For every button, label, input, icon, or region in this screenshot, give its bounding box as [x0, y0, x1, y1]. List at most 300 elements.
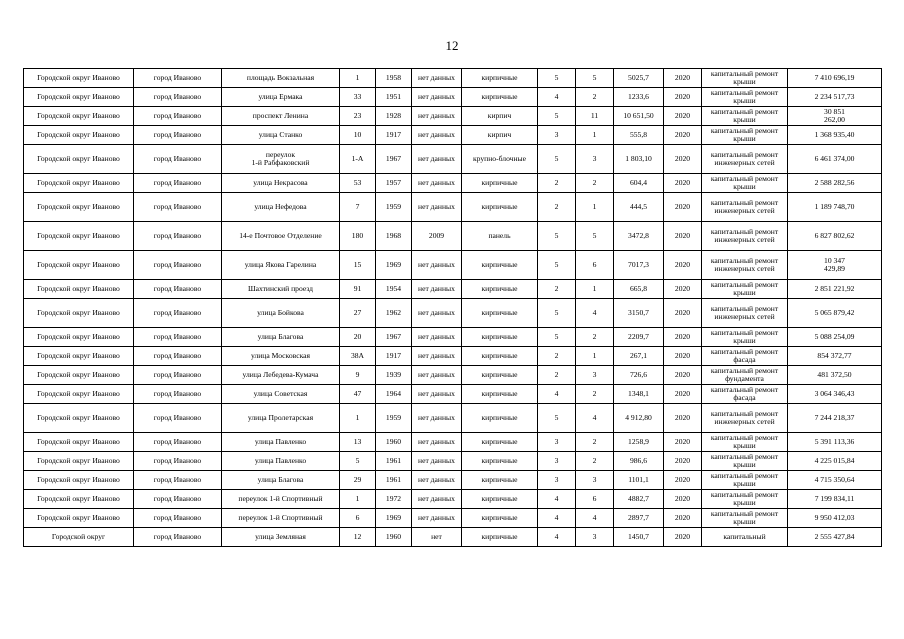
cell-entrances: 2: [576, 452, 614, 471]
cell-district: Городской округ Иваново: [24, 126, 134, 145]
cell-entrances: 3: [576, 145, 614, 174]
cell-cost: 6 827 802,62: [788, 222, 882, 251]
cell-area: 2897,7: [614, 509, 664, 528]
cell-city: город Иваново: [134, 366, 222, 385]
cell-wall-material: кирпичные: [462, 404, 538, 433]
cell-entrances: 4: [576, 299, 614, 328]
table-row: [24, 145, 882, 174]
cell-year-built: 1964: [376, 385, 412, 404]
cell-entrances: 3: [576, 366, 614, 385]
cell-floors: 4: [538, 385, 576, 404]
cell-cost: 1 189 748,70: [788, 193, 882, 222]
cell-district: Городской округ Иваново: [24, 490, 134, 509]
cell-city: город Иваново: [134, 145, 222, 174]
cell-address: переулок 1-й Спортивный: [222, 509, 340, 528]
table-row: [24, 126, 882, 145]
cell-entrances: 2: [576, 433, 614, 452]
cell-city: город Иваново: [134, 126, 222, 145]
cell-year-built: 1954: [376, 280, 412, 299]
cell-year-built: 1959: [376, 404, 412, 433]
cell-city: город Иваново: [134, 251, 222, 280]
cell-address: улица Некрасова: [222, 174, 340, 193]
cell-cost: 7 244 218,37: [788, 404, 882, 433]
cell-area: 10 651,50: [614, 107, 664, 126]
cell-floors: 5: [538, 69, 576, 88]
cell-area: 4882,7: [614, 490, 664, 509]
cell-area: 1233,6: [614, 88, 664, 107]
cell-area: 1 803,10: [614, 145, 664, 174]
cell-wall-material: кирпичные: [462, 366, 538, 385]
cell-floors: 4: [538, 490, 576, 509]
cell-work-type: капитальный ремонт крыши: [702, 126, 788, 145]
cell-cost: 5 065 879,42: [788, 299, 882, 328]
cell-house-number: 5: [340, 452, 376, 471]
cell-wall-material: кирпичные: [462, 328, 538, 347]
cell-last-overhaul: нет данных: [412, 280, 462, 299]
cell-last-overhaul: нет данных: [412, 385, 462, 404]
cell-area: 604,4: [614, 174, 664, 193]
cell-year-built: 1959: [376, 193, 412, 222]
cell-last-overhaul: нет: [412, 528, 462, 547]
cell-entrances: 6: [576, 490, 614, 509]
cell-entrances: 3: [576, 471, 614, 490]
cell-cost: 5 391 113,36: [788, 433, 882, 452]
cell-house-number: 27: [340, 299, 376, 328]
table-row: [24, 509, 882, 528]
cell-repair-year: 2020: [664, 145, 702, 174]
cell-area: 665,8: [614, 280, 664, 299]
cell-cost: 2 851 221,92: [788, 280, 882, 299]
cell-floors: 3: [538, 471, 576, 490]
cell-district: Городской округ Иваново: [24, 299, 134, 328]
cell-address: переулок 1-й Спортивный: [222, 490, 340, 509]
cell-last-overhaul: нет данных: [412, 471, 462, 490]
cell-district: Городской округ Иваново: [24, 471, 134, 490]
cell-district: Городской округ Иваново: [24, 88, 134, 107]
table-row: [24, 69, 882, 88]
cell-last-overhaul: нет данных: [412, 107, 462, 126]
cell-district: Городской округ Иваново: [24, 433, 134, 452]
cell-district: Городской округ Иваново: [24, 328, 134, 347]
cell-address: улица Нефедова: [222, 193, 340, 222]
cell-year-built: 1957: [376, 174, 412, 193]
cell-work-type: капитальный ремонт крыши: [702, 328, 788, 347]
cell-wall-material: кирпичные: [462, 174, 538, 193]
cell-entrances: 11: [576, 107, 614, 126]
table-row: [24, 385, 882, 404]
cell-entrances: 1: [576, 193, 614, 222]
table-row: [24, 299, 882, 328]
cell-area: 7017,3: [614, 251, 664, 280]
cell-year-built: 1961: [376, 471, 412, 490]
cell-city: город Иваново: [134, 69, 222, 88]
cell-last-overhaul: нет данных: [412, 490, 462, 509]
cell-house-number: 33: [340, 88, 376, 107]
cell-wall-material: кирпичные: [462, 299, 538, 328]
cell-repair-year: 2020: [664, 69, 702, 88]
cell-area: 726,6: [614, 366, 664, 385]
cell-last-overhaul: нет данных: [412, 452, 462, 471]
cell-year-built: 1969: [376, 509, 412, 528]
cell-year-built: 1960: [376, 528, 412, 547]
cell-last-overhaul: нет данных: [412, 299, 462, 328]
cell-work-type: капитальный ремонт фасада: [702, 385, 788, 404]
cell-district: Городской округ: [24, 528, 134, 547]
cell-entrances: 1: [576, 347, 614, 366]
table-row: [24, 433, 882, 452]
cell-entrances: 3: [576, 528, 614, 547]
cell-address: 14-е Почтовое Отделение: [222, 222, 340, 251]
cell-cost: 854 372,77: [788, 347, 882, 366]
cell-city: город Иваново: [134, 222, 222, 251]
cell-entrances: 5: [576, 222, 614, 251]
cell-cost: 30 851 262,00: [788, 107, 882, 126]
cell-address: переулок 1-й Рабфаковский: [222, 145, 340, 174]
cell-floors: 2: [538, 280, 576, 299]
cell-work-type: капитальный ремонт инженерных сетей: [702, 299, 788, 328]
cell-floors: 5: [538, 404, 576, 433]
cell-address: улица Бойкова: [222, 299, 340, 328]
cell-city: город Иваново: [134, 528, 222, 547]
cell-house-number: 13: [340, 433, 376, 452]
housing-repair-table: [23, 68, 882, 547]
cell-city: город Иваново: [134, 193, 222, 222]
cell-repair-year: 2020: [664, 280, 702, 299]
cell-wall-material: кирпичные: [462, 490, 538, 509]
cell-address: улица Советская: [222, 385, 340, 404]
cell-work-type: капитальный ремонт крыши: [702, 69, 788, 88]
cell-house-number: 7: [340, 193, 376, 222]
cell-area: 4 912,80: [614, 404, 664, 433]
cell-area: 267,1: [614, 347, 664, 366]
cell-area: 1101,1: [614, 471, 664, 490]
cell-year-built: 1958: [376, 69, 412, 88]
cell-cost: 9 950 412,03: [788, 509, 882, 528]
cell-wall-material: кирпичные: [462, 251, 538, 280]
table-row: [24, 328, 882, 347]
cell-repair-year: 2020: [664, 490, 702, 509]
cell-work-type: капитальный ремонт крыши: [702, 280, 788, 299]
cell-address: улица Пролетарская: [222, 404, 340, 433]
cell-area: 986,6: [614, 452, 664, 471]
cell-work-type: капитальный ремонт крыши: [702, 490, 788, 509]
cell-wall-material: кирпич: [462, 107, 538, 126]
cell-last-overhaul: нет данных: [412, 328, 462, 347]
cell-wall-material: кирпичные: [462, 347, 538, 366]
cell-house-number: 180: [340, 222, 376, 251]
cell-floors: 5: [538, 145, 576, 174]
table-row: [24, 107, 882, 126]
cell-cost: 4 715 350,64: [788, 471, 882, 490]
cell-district: Городской округ Иваново: [24, 509, 134, 528]
cell-last-overhaul: нет данных: [412, 126, 462, 145]
cell-work-type: капитальный ремонт фундамента: [702, 366, 788, 385]
cell-last-overhaul: нет данных: [412, 509, 462, 528]
cell-cost: 2 555 427,84: [788, 528, 882, 547]
cell-area: 1348,1: [614, 385, 664, 404]
cell-work-type: капитальный ремонт крыши: [702, 433, 788, 452]
cell-repair-year: 2020: [664, 366, 702, 385]
cell-year-built: 1962: [376, 299, 412, 328]
cell-wall-material: крупно-блочные: [462, 145, 538, 174]
cell-wall-material: кирпичные: [462, 193, 538, 222]
table-row: [24, 88, 882, 107]
cell-wall-material: кирпичные: [462, 452, 538, 471]
cell-work-type: капитальный ремонт крыши: [702, 471, 788, 490]
cell-area: 1258,9: [614, 433, 664, 452]
cell-repair-year: 2020: [664, 385, 702, 404]
cell-year-built: 1917: [376, 126, 412, 145]
cell-cost: 2 234 517,73: [788, 88, 882, 107]
cell-year-built: 1972: [376, 490, 412, 509]
cell-wall-material: панель: [462, 222, 538, 251]
cell-area: 3150,7: [614, 299, 664, 328]
table-row: [24, 528, 882, 547]
cell-work-type: капитальный: [702, 528, 788, 547]
cell-repair-year: 2020: [664, 126, 702, 145]
cell-year-built: 1967: [376, 145, 412, 174]
cell-wall-material: кирпичные: [462, 509, 538, 528]
cell-entrances: 2: [576, 328, 614, 347]
cell-house-number: 10: [340, 126, 376, 145]
cell-cost: 7 410 696,19: [788, 69, 882, 88]
cell-city: город Иваново: [134, 385, 222, 404]
cell-repair-year: 2020: [664, 174, 702, 193]
cell-floors: 2: [538, 174, 576, 193]
cell-entrances: 2: [576, 385, 614, 404]
cell-city: город Иваново: [134, 433, 222, 452]
cell-cost: 7 199 834,11: [788, 490, 882, 509]
cell-house-number: 12: [340, 528, 376, 547]
cell-work-type: капитальный ремонт инженерных сетей: [702, 222, 788, 251]
cell-house-number: 1: [340, 69, 376, 88]
cell-floors: 3: [538, 452, 576, 471]
cell-city: город Иваново: [134, 328, 222, 347]
cell-year-built: 1928: [376, 107, 412, 126]
cell-wall-material: кирпичные: [462, 471, 538, 490]
cell-city: город Иваново: [134, 347, 222, 366]
cell-area: 3472,8: [614, 222, 664, 251]
table-row: [24, 490, 882, 509]
cell-city: город Иваново: [134, 404, 222, 433]
cell-floors: 2: [538, 347, 576, 366]
cell-last-overhaul: нет данных: [412, 174, 462, 193]
cell-district: Городской округ Иваново: [24, 251, 134, 280]
cell-last-overhaul: нет данных: [412, 145, 462, 174]
cell-house-number: 20: [340, 328, 376, 347]
cell-wall-material: кирпичные: [462, 528, 538, 547]
cell-cost: 3 064 346,43: [788, 385, 882, 404]
cell-year-built: 1968: [376, 222, 412, 251]
cell-repair-year: 2020: [664, 528, 702, 547]
cell-city: город Иваново: [134, 490, 222, 509]
cell-house-number: 1-А: [340, 145, 376, 174]
cell-house-number: 15: [340, 251, 376, 280]
cell-district: Городской округ Иваново: [24, 347, 134, 366]
cell-house-number: 6: [340, 509, 376, 528]
cell-entrances: 6: [576, 251, 614, 280]
table-row: [24, 471, 882, 490]
cell-area: 5025,7: [614, 69, 664, 88]
cell-repair-year: 2020: [664, 347, 702, 366]
cell-year-built: 1951: [376, 88, 412, 107]
cell-address: улица Станко: [222, 126, 340, 145]
cell-house-number: 53: [340, 174, 376, 193]
cell-cost: 4 225 015,84: [788, 452, 882, 471]
cell-wall-material: кирпичные: [462, 280, 538, 299]
cell-year-built: 1917: [376, 347, 412, 366]
cell-year-built: 1960: [376, 433, 412, 452]
cell-floors: 5: [538, 251, 576, 280]
cell-floors: 3: [538, 126, 576, 145]
table-row: [24, 280, 882, 299]
cell-district: Городской округ Иваново: [24, 385, 134, 404]
cell-address: улица Лебедева-Кумача: [222, 366, 340, 385]
cell-repair-year: 2020: [664, 433, 702, 452]
cell-repair-year: 2020: [664, 509, 702, 528]
table-body: [24, 69, 882, 547]
cell-wall-material: кирпич: [462, 126, 538, 145]
cell-address: улица Московская: [222, 347, 340, 366]
table-row: [24, 452, 882, 471]
cell-year-built: 1967: [376, 328, 412, 347]
cell-entrances: 1: [576, 126, 614, 145]
cell-last-overhaul: нет данных: [412, 366, 462, 385]
cell-year-built: 1961: [376, 452, 412, 471]
cell-house-number: 47: [340, 385, 376, 404]
cell-last-overhaul: нет данных: [412, 404, 462, 433]
table-row: [24, 404, 882, 433]
cell-entrances: 4: [576, 509, 614, 528]
cell-year-built: 1939: [376, 366, 412, 385]
cell-district: Городской округ Иваново: [24, 280, 134, 299]
cell-address: улица Павленко: [222, 433, 340, 452]
cell-work-type: капитальный ремонт крыши: [702, 88, 788, 107]
cell-city: город Иваново: [134, 509, 222, 528]
cell-address: улица Якова Гарелина: [222, 251, 340, 280]
cell-entrances: 1: [576, 280, 614, 299]
cell-work-type: капитальный ремонт крыши: [702, 174, 788, 193]
cell-year-built: 1969: [376, 251, 412, 280]
cell-city: город Иваново: [134, 174, 222, 193]
cell-last-overhaul: нет данных: [412, 193, 462, 222]
cell-last-overhaul: нет данных: [412, 347, 462, 366]
cell-city: город Иваново: [134, 471, 222, 490]
cell-area: 1450,7: [614, 528, 664, 547]
cell-address: Шахтинский проезд: [222, 280, 340, 299]
cell-work-type: капитальный ремонт инженерных сетей: [702, 145, 788, 174]
cell-work-type: капитальный ремонт инженерных сетей: [702, 193, 788, 222]
table-row: [24, 222, 882, 251]
cell-house-number: 23: [340, 107, 376, 126]
cell-district: Городской округ Иваново: [24, 404, 134, 433]
cell-address: улица Благова: [222, 471, 340, 490]
cell-wall-material: кирпичные: [462, 88, 538, 107]
cell-address: улица Земляная: [222, 528, 340, 547]
cell-house-number: 91: [340, 280, 376, 299]
page-number: 12: [445, 38, 459, 53]
cell-floors: 5: [538, 299, 576, 328]
cell-cost: 2 588 282,56: [788, 174, 882, 193]
cell-city: город Иваново: [134, 280, 222, 299]
cell-repair-year: 2020: [664, 471, 702, 490]
cell-last-overhaul: нет данных: [412, 88, 462, 107]
cell-floors: 2: [538, 193, 576, 222]
cell-repair-year: 2020: [664, 107, 702, 126]
cell-entrances: 2: [576, 174, 614, 193]
cell-repair-year: 2020: [664, 452, 702, 471]
cell-district: Городской округ Иваново: [24, 222, 134, 251]
cell-address: площадь Вокзальная: [222, 69, 340, 88]
cell-wall-material: кирпичные: [462, 385, 538, 404]
cell-repair-year: 2020: [664, 404, 702, 433]
cell-district: Городской округ Иваново: [24, 452, 134, 471]
cell-district: Городской округ Иваново: [24, 366, 134, 385]
cell-city: город Иваново: [134, 107, 222, 126]
cell-city: город Иваново: [134, 299, 222, 328]
cell-house-number: 9: [340, 366, 376, 385]
cell-repair-year: 2020: [664, 251, 702, 280]
cell-repair-year: 2020: [664, 88, 702, 107]
cell-wall-material: кирпичные: [462, 69, 538, 88]
cell-entrances: 5: [576, 69, 614, 88]
cell-work-type: капитальный ремонт инженерных сетей: [702, 404, 788, 433]
cell-address: улица Павленко: [222, 452, 340, 471]
table-row: [24, 347, 882, 366]
cell-area: 555,8: [614, 126, 664, 145]
cell-cost: 10 347 429,89: [788, 251, 882, 280]
table-row: [24, 251, 882, 280]
cell-address: улица Благова: [222, 328, 340, 347]
cell-district: Городской округ Иваново: [24, 145, 134, 174]
cell-house-number: 1: [340, 404, 376, 433]
table-row: [24, 174, 882, 193]
cell-district: Городской округ Иваново: [24, 193, 134, 222]
cell-floors: 3: [538, 433, 576, 452]
cell-work-type: капитальный ремонт крыши: [702, 107, 788, 126]
cell-area: 444,5: [614, 193, 664, 222]
cell-repair-year: 2020: [664, 299, 702, 328]
cell-work-type: капитальный ремонт крыши: [702, 452, 788, 471]
cell-cost: 1 368 935,40: [788, 126, 882, 145]
cell-cost: 5 088 254,09: [788, 328, 882, 347]
cell-cost: 481 372,50: [788, 366, 882, 385]
table-row: [24, 366, 882, 385]
cell-city: город Иваново: [134, 452, 222, 471]
cell-address: улица Ермака: [222, 88, 340, 107]
cell-floors: 4: [538, 88, 576, 107]
cell-floors: 2: [538, 366, 576, 385]
cell-floors: 5: [538, 328, 576, 347]
cell-district: Городской округ Иваново: [24, 107, 134, 126]
cell-last-overhaul: нет данных: [412, 251, 462, 280]
cell-repair-year: 2020: [664, 222, 702, 251]
table-row: [24, 193, 882, 222]
cell-repair-year: 2020: [664, 328, 702, 347]
cell-floors: 5: [538, 222, 576, 251]
cell-floors: 4: [538, 509, 576, 528]
cell-house-number: 1: [340, 490, 376, 509]
cell-work-type: капитальный ремонт фасада: [702, 347, 788, 366]
cell-house-number: 38А: [340, 347, 376, 366]
cell-entrances: 2: [576, 88, 614, 107]
cell-floors: 5: [538, 107, 576, 126]
cell-last-overhaul: 2009: [412, 222, 462, 251]
cell-house-number: 29: [340, 471, 376, 490]
cell-address: проспект Ленина: [222, 107, 340, 126]
cell-repair-year: 2020: [664, 193, 702, 222]
cell-work-type: капитальный ремонт крыши: [702, 509, 788, 528]
